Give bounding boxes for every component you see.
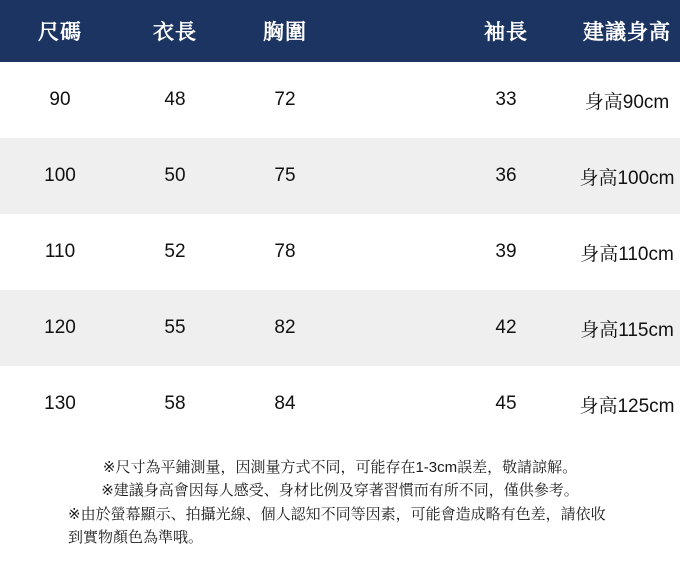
cell-length: 52 <box>120 214 230 290</box>
table-header-row <box>0 0 680 62</box>
cell-recommended-height: 身高115cm <box>562 290 680 366</box>
cell-bust: 84 <box>230 366 340 442</box>
cell-recommended-height: 身高125cm <box>562 366 680 442</box>
note-measurement-tolerance: ※尺寸為平鋪測量，因測量方式不同，可能存在1-3cm誤差，敬請諒解。 <box>102 459 578 476</box>
column-header-bust: 胸圍 <box>230 0 340 62</box>
cell-length: 55 <box>120 290 230 366</box>
table-row <box>0 138 680 214</box>
cell-recommended-height: 身高110cm <box>562 214 680 290</box>
cell-sleeve: 36 <box>450 138 562 214</box>
cell-length: 48 <box>120 62 230 138</box>
table-body <box>0 62 680 442</box>
cell-size: 120 <box>0 290 120 366</box>
cell-bust: 82 <box>230 290 340 366</box>
cell-bust: 78 <box>230 214 340 290</box>
column-header-recommended-height: 建議身高 <box>562 0 680 62</box>
cell-size: 110 <box>0 214 120 290</box>
cell-sleeve: 33 <box>450 62 562 138</box>
cell-bust: 72 <box>230 62 340 138</box>
cell-sleeve: 45 <box>450 366 562 442</box>
cell-sleeve: 42 <box>450 290 562 366</box>
note-color-difference: ※由於螢幕顯示、拍攝光線、個人認知不同等因素，可能會造成略有色差，請依收到實物顏色為準哦。 <box>68 505 606 546</box>
cell-size: 100 <box>0 138 120 214</box>
table-row <box>0 366 680 442</box>
column-header-spacer <box>340 0 450 62</box>
cell-length: 58 <box>120 366 230 442</box>
cell-size: 90 <box>0 62 120 138</box>
table-row <box>0 214 680 290</box>
notes-section <box>0 442 680 549</box>
table-row <box>0 290 680 366</box>
cell-size: 130 <box>0 366 120 442</box>
column-header-size: 尺碼 <box>0 0 120 62</box>
column-header-sleeve: 袖長 <box>450 0 562 62</box>
cell-bust: 75 <box>230 138 340 214</box>
cell-spacer <box>340 62 450 138</box>
cell-length: 50 <box>120 138 230 214</box>
table-header <box>0 0 680 62</box>
cell-spacer <box>340 366 450 442</box>
note-height-reference: ※建議身高會因每人感受、身材比例及穿著習慣而有所不同，僅供參考。 <box>101 482 579 500</box>
cell-recommended-height: 身高90cm <box>562 62 680 138</box>
cell-recommended-height: 身高100cm <box>562 138 680 214</box>
cell-spacer <box>340 214 450 290</box>
table-row <box>0 62 680 138</box>
cell-sleeve: 39 <box>450 214 562 290</box>
cell-spacer <box>340 138 450 214</box>
column-header-length: 衣長 <box>120 0 230 62</box>
cell-spacer <box>340 290 450 366</box>
